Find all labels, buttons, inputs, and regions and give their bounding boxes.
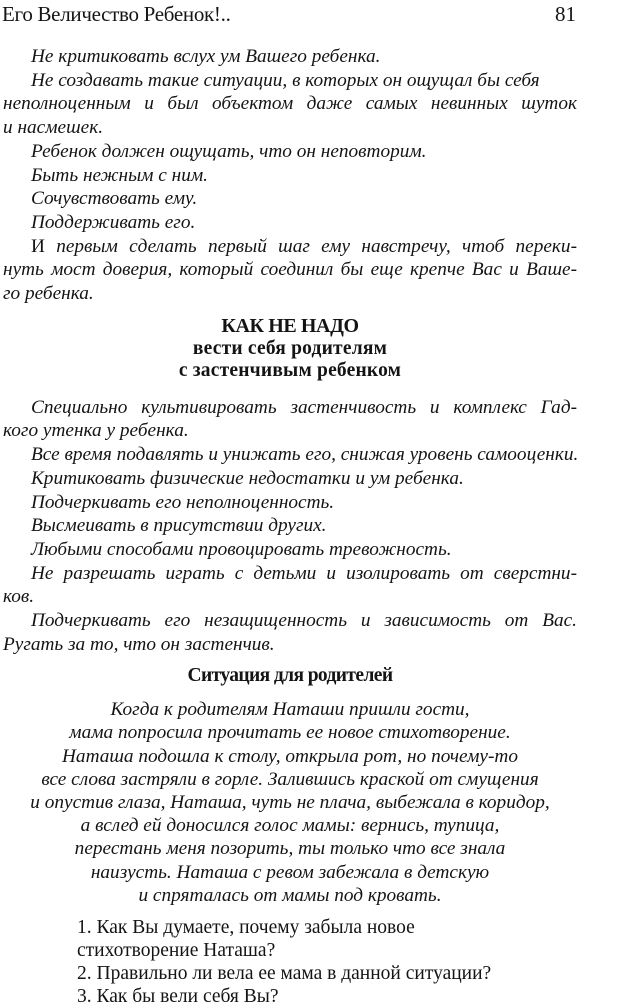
intro-item: Не создавать такие ситуации, в которых он ощущал бы себя bbox=[31, 69, 540, 91]
situation-line: перестань меня позорить, ты только что все знала bbox=[74, 838, 506, 860]
page-header bbox=[0, 0, 620, 34]
page-number: 81 bbox=[555, 2, 576, 26]
section-subheading: вести себя родителям bbox=[192, 337, 388, 359]
question-item: 3. Как бы вели себя Вы? bbox=[77, 986, 279, 1007]
dont-item: Подчеркивать его незащищенность и зависимость от Вас. bbox=[31, 610, 577, 632]
situation-line: и спряталась от мамы под кровать. bbox=[138, 884, 442, 906]
situation-text bbox=[3, 698, 577, 907]
situation-line: наизусть. Наташа с ревом забежала в детскую bbox=[90, 861, 490, 883]
dont-item: Любыми способами провоцировать тревожность. bbox=[31, 538, 452, 560]
dont-item: Специально культивировать застенчивость и комплекс Гад- bbox=[31, 396, 577, 418]
running-title: Его Величество Ребенок!.. bbox=[2, 2, 231, 26]
section-subheading: с застенчивым ребенком bbox=[178, 359, 402, 381]
situation-line: все слова застряли в горле. Залившись краской от смущения bbox=[41, 768, 539, 790]
dont-item: Критиковать физические недостатки и ум ребенка. bbox=[31, 467, 464, 489]
dont-item: Высмеивать в присутствии других. bbox=[31, 515, 327, 537]
intro-item-continuation: нуть мост доверия, который соединил бы еще крепче Вас и Ваше- bbox=[3, 259, 577, 281]
intro-item-continuation: го ребенка. bbox=[3, 283, 94, 305]
question-item: 2. Правильно ли вела ее мама в данной ситуации? bbox=[77, 963, 492, 984]
intro-item-continuation: и насмешек. bbox=[3, 117, 104, 139]
situation-line: мама попросила прочитать ее новое стихотворение. bbox=[69, 722, 511, 744]
heading-spacer bbox=[3, 382, 577, 396]
intro-item: Не критиковать вслух ум Вашего ребенка. bbox=[31, 46, 381, 67]
dont-item-continuation: Ругать за то, что он застенчив. bbox=[3, 633, 275, 655]
intro-item-prefix: И bbox=[31, 235, 57, 257]
intro-item: Ребенок должен ощущать, что он неповторим. bbox=[31, 140, 427, 162]
intro-item-text: первым сделать первый шаг ему навстречу, чтоб переки- bbox=[56, 235, 577, 257]
dont-item: Подчеркивать его неполноценность. bbox=[31, 491, 335, 513]
question-list bbox=[77, 916, 577, 1008]
page-body bbox=[3, 45, 577, 1008]
section-heading: КАК НЕ НАДО bbox=[221, 314, 359, 337]
question-item: 1. Как Вы думаете, почему забыла новое bbox=[77, 917, 415, 938]
situation-line: и опустив глаза, Наташа, чуть не плача, выбежала в коридор, bbox=[30, 791, 550, 813]
situation-line: а вслед ей доносился голос мамы: вернись, тупица, bbox=[80, 815, 500, 837]
dont-item-continuation: ков. bbox=[3, 586, 35, 608]
dont-item: Не разрешать играть с детьми и изолировать от сверстни- bbox=[31, 562, 577, 584]
intro-item: Поддерживать его. bbox=[31, 211, 196, 233]
situation-line: Наташа подошла к столу, открыла рот, но почему-то bbox=[62, 745, 518, 767]
intro-item: Быть нежным с ним. bbox=[31, 164, 208, 186]
dont-item-continuation: кого утенка у ребенка. bbox=[3, 420, 189, 442]
question-item-continuation: стихотворение Наташа? bbox=[77, 940, 276, 961]
intro-item bbox=[3, 235, 577, 259]
intro-item: Сочувствовать ему. bbox=[31, 188, 198, 210]
situation-title: Ситуация для родителей bbox=[187, 665, 393, 687]
situation-line: Когда к родителям Наташи пришли гости, bbox=[110, 699, 470, 721]
dont-item: Все время подавлять и унижать его, снижая уровень самооценки. bbox=[31, 444, 579, 466]
intro-item-continuation: неполноценным и был объектом даже самых невинных шуток bbox=[3, 93, 577, 115]
